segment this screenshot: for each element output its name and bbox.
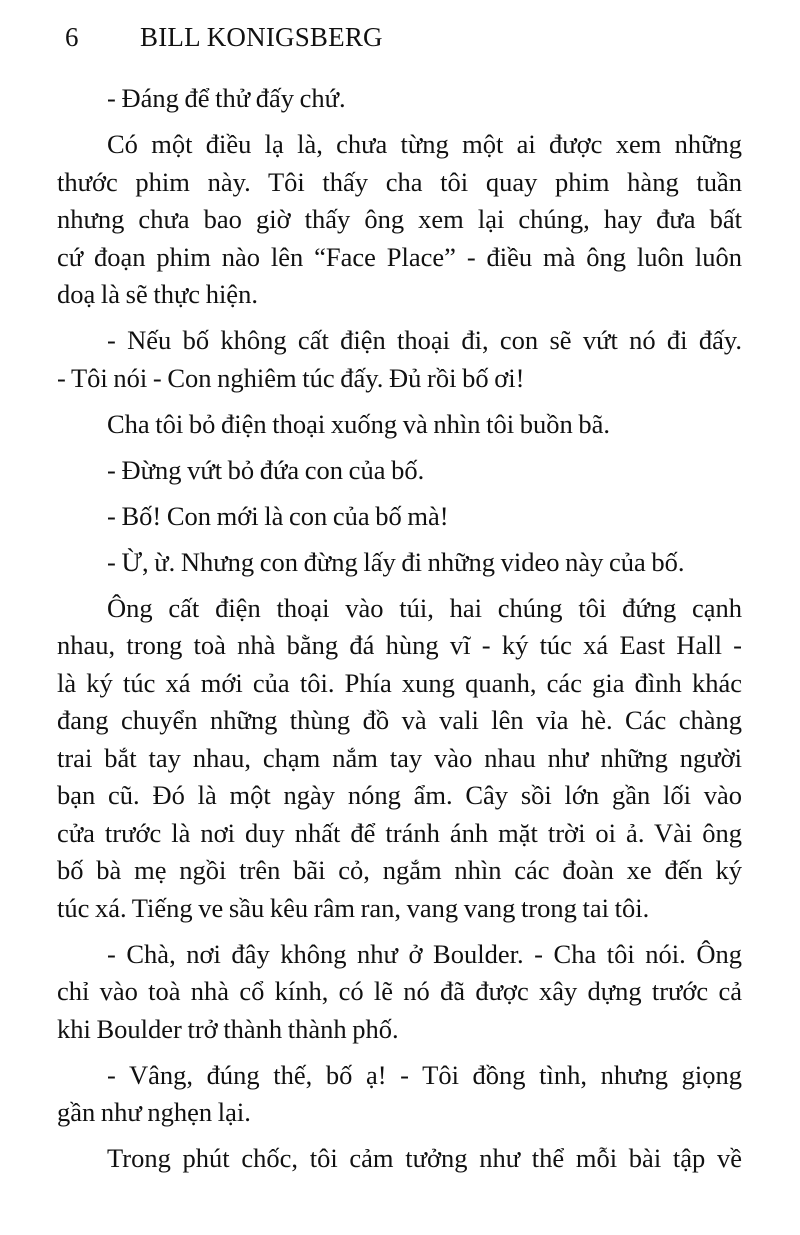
running-head-author: BILL KONIGSBERG xyxy=(140,22,383,52)
text-line: nhau, trong toà nhà bằng đá hùng vĩ - ký túc xá East Hall - xyxy=(57,630,742,660)
paragraph xyxy=(57,498,742,536)
text-line: trai bắt tay nhau, chạm nắm tay vào nhau như những người xyxy=(57,742,742,773)
text-line: - Bố! Con mới là con của bố mà! xyxy=(107,500,449,531)
page-number: 6 xyxy=(65,22,79,52)
text-line: - Nếu bố không cất điện thoại đi, con sẽ vứt nó đi đấy. xyxy=(107,325,742,355)
text-line: đang chuyển những thùng đồ và vali lên vỉa hè. Các chàng xyxy=(57,705,742,735)
page-body-text xyxy=(57,80,742,1186)
text-line: Cha tôi bỏ điện thoại xuống và nhìn tôi buồn bã. xyxy=(107,408,611,439)
text-line: cửa trước là nơi duy nhất để tránh ánh mặt trời oi ả. Vài ông xyxy=(57,817,742,848)
text-line: - Tôi nói - Con nghiêm túc đấy. Đủ rồi bố ơi! xyxy=(57,362,525,393)
text-line: - Ừ, ừ. Nhưng con đừng lấy đi những video này của bố. xyxy=(107,546,685,577)
text-line: - Đáng để thử đấy chứ. xyxy=(107,83,346,113)
paragraph xyxy=(57,544,742,582)
text-line: - Chà, nơi đây không như ở Boulder. - Cha tôi nói. Ông xyxy=(107,938,742,969)
text-line: khi Boulder trở thành thành phố. xyxy=(57,1013,399,1044)
text-line: chỉ vào toà nhà cổ kính, có lẽ nó đã được xây dựng trước cả xyxy=(57,976,742,1006)
paragraph xyxy=(57,936,742,1049)
text-line: - Vâng, đúng thế, bố ạ! - Tôi đồng tình, nhưng giọng xyxy=(107,1059,742,1090)
text-line: gần như nghẹn lại. xyxy=(57,1097,251,1127)
paragraph xyxy=(57,1057,742,1132)
text-line: Có một điều lạ là, chưa từng một ai được xem những xyxy=(107,129,742,159)
text-line: thước phim này. Tôi thấy cha tôi quay phim hàng tuần xyxy=(57,166,742,197)
paragraph xyxy=(57,1140,742,1178)
paragraph xyxy=(57,80,742,118)
text-line: Trong phút chốc, tôi cảm tưởng như thể mỗi bài tập về xyxy=(107,1143,742,1173)
paragraph xyxy=(57,406,742,444)
text-line: là ký túc xá mới của tôi. Phía xung quanh, các gia đình khác xyxy=(57,667,742,698)
text-line: doạ là sẽ thực hiện. xyxy=(57,279,258,309)
paragraph xyxy=(57,322,742,397)
paragraph xyxy=(57,590,742,928)
text-line: nhưng chưa bao giờ thấy ông xem lại chúng, hay đưa bất xyxy=(57,204,742,234)
paragraph xyxy=(57,452,742,490)
text-line: bố bà mẹ ngồi trên bãi cỏ, ngắm nhìn các đoàn xe đến ký xyxy=(57,855,742,885)
paragraph xyxy=(57,126,742,314)
text-line: Ông cất điện thoại vào túi, hai chúng tôi đứng cạnh xyxy=(107,592,742,623)
text-line: túc xá. Tiếng ve sầu kêu râm ran, vang vang trong tai tôi. xyxy=(57,892,650,923)
text-line: bạn cũ. Đó là một ngày nóng ẩm. Cây sồi lớn gần lối vào xyxy=(57,780,742,810)
text-line: - Đừng vứt bỏ đứa con của bố. xyxy=(107,454,425,485)
text-line: cứ đoạn phim nào lên “Face Place” - điều mà ông luôn luôn xyxy=(57,241,742,272)
